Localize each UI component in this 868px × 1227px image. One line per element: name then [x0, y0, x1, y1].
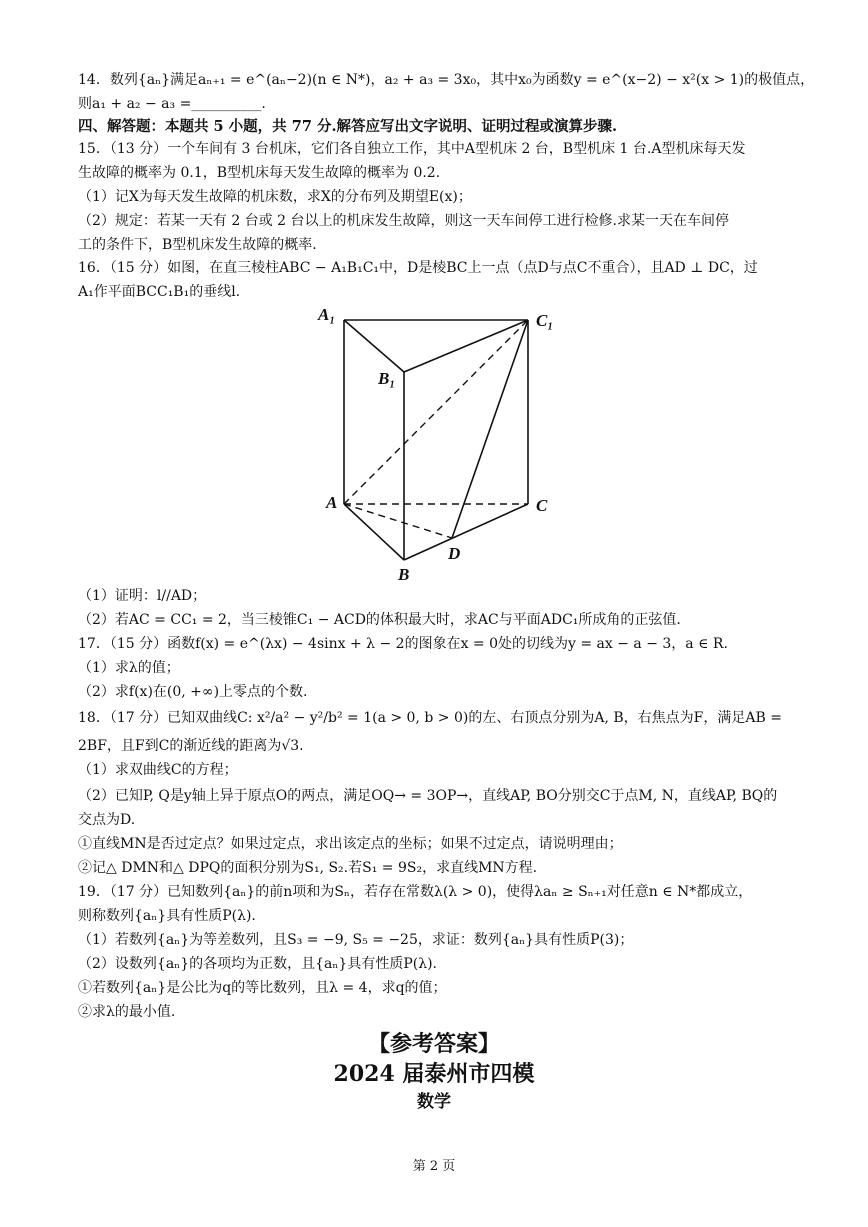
text-line-q16a: 16．（15 分）如图，在直三棱柱ABC − A₁B₁C₁中，D是棱BC上一点（点D与点C不重合），且AD ⊥ DC，过 [78, 260, 758, 276]
text-line-sec4: 四、解答题：本题共 5 小题，共 77 分.解答应写出文字说明、证明过程或演算步骤. [78, 118, 618, 135]
answer-title: 【参考答案】 [367, 1031, 500, 1057]
label-A: A [326, 493, 338, 512]
text-line-q15b: 生故障的概率为 0.1，B型机床每天发生故障的概率为 0.2. [78, 165, 441, 181]
prism-figure [310, 298, 580, 588]
label-A1: A₁ [318, 305, 336, 324]
edge-AD-dashed [344, 504, 452, 538]
text-line-q18d: （2）已知P, Q是y轴上异于原点O的两点，满足OQ→ = 3OP→，直线AP, BO分别交C于点M, N，直线AP, BQ的 [78, 788, 778, 804]
edge-AB [344, 504, 404, 560]
text-line-q18e: 交点为D. [78, 812, 136, 828]
edge-DC1 [452, 320, 528, 538]
text-line-q19e: ①若数列{aₙ}是公比为q的等比数列，且λ = 4，求q的值； [78, 980, 447, 996]
label-D: D [448, 544, 461, 563]
text-line-q16d: （2）若AC = CC₁ = 2，当三棱锥C₁ − ACD的体积最大时，求AC与平面ADC₁所成角的正弦值. [78, 612, 681, 628]
text-line-q19f: ②求λ的最小值. [78, 1004, 176, 1020]
edge-AC1-dashed [344, 320, 528, 504]
text-line-q18c: （1）求双曲线C的方程； [78, 762, 238, 778]
subject-title: 数学 [417, 1092, 451, 1112]
text-line-q18a: 18．（17 分）已知双曲线C: x²/a² − y²/b² = 1(a > 0, b > 0)的左、右顶点分别为A, B，右焦点为F，满足AB = [78, 710, 782, 726]
edge-A1B1 [344, 320, 404, 372]
text-line-q15d: （2）规定：若某一天有 2 台或 2 台以上的机床发生故障，则这一天车间停工进行检修.求某一天在车间停 [78, 213, 729, 229]
text-line-q18f: ①直线MN是否过定点？如果过定点，求出该定点的坐标；如果不过定点，请说明理由； [78, 836, 623, 852]
label-B: B [398, 565, 410, 584]
text-line-q17b: （1）求λ的值； [78, 660, 180, 676]
text-line-q15e: 工的条件下，B型机床发生故障的概率. [78, 237, 317, 253]
edge-BC [404, 504, 528, 560]
text-line-q18b: 2BF，且F到C的渐近线的距离为√3. [78, 738, 304, 754]
label-B1: B₁ [378, 369, 396, 388]
text-line-q19d: （2）设数列{aₙ}的各项均为正数，且{aₙ}具有性质P(λ). [78, 956, 438, 972]
text-line-q16c: （1）证明：l//AD； [78, 588, 207, 604]
text-line-q15a: 15．（13 分）一个车间有 3 台机床，它们各自独立工作，其中A型机床 2 台，B型机床 1 台.A型机床每天发 [78, 141, 746, 157]
text-line-q18g: ②记△ DMN和△ DPQ的面积分别为S₁, S₂.若S₁ = 9S₂，求直线MN方程. [78, 860, 538, 876]
text-line-q17a: 17．（15 分）函数f(x) = e^(λx) − 4sinx + λ − 2的图象在x = 0处的切线为y = ax − a − 3，a ∈ R. [78, 636, 728, 652]
text-line-q19a: 19．（17 分）已知数列{aₙ}的前n项和为Sₙ，若存在常数λ(λ > 0)，使得λaₙ ≥ Sₙ₊₁对任意n ∈ N*都成立， [78, 884, 753, 900]
text-line-q19c: （1）若数列{aₙ}为等差数列，且S₃ = −9, S₅ = −25，求证：数列{aₙ}具有性质P(3)； [78, 932, 634, 948]
edge-B1C1 [404, 320, 528, 372]
text-line-q14b: 则a₁ + a₂ − a₃ =__________. [78, 96, 266, 112]
text-line-q19b: 则称数列{aₙ}具有性质P(λ). [78, 908, 256, 924]
label-C: C [536, 496, 548, 515]
exam-title: 2024 届泰州市四模 [333, 1061, 535, 1087]
label-C1: C₁ [536, 311, 554, 330]
page-number: 第 2 页 [412, 1159, 456, 1174]
text-line-q16b: A₁作平面BCC₁B₁的垂线l. [78, 284, 241, 300]
text-line-q17c: （2）求f(x)在(0, +∞)上零点的个数. [78, 684, 308, 700]
text-line-q15c: （1）记X为每天发生故障的机床数，求X的分布列及期望E(x)； [78, 189, 472, 205]
text-line-q14a: 14．数列{aₙ}满足aₙ₊₁ = e^(aₙ−2)(n ∈ N*)，a₂ + a₃ = 3x₀，其中x₀为函数y = e^(x−2) − x²(x > 1)的极值点， [78, 72, 815, 88]
